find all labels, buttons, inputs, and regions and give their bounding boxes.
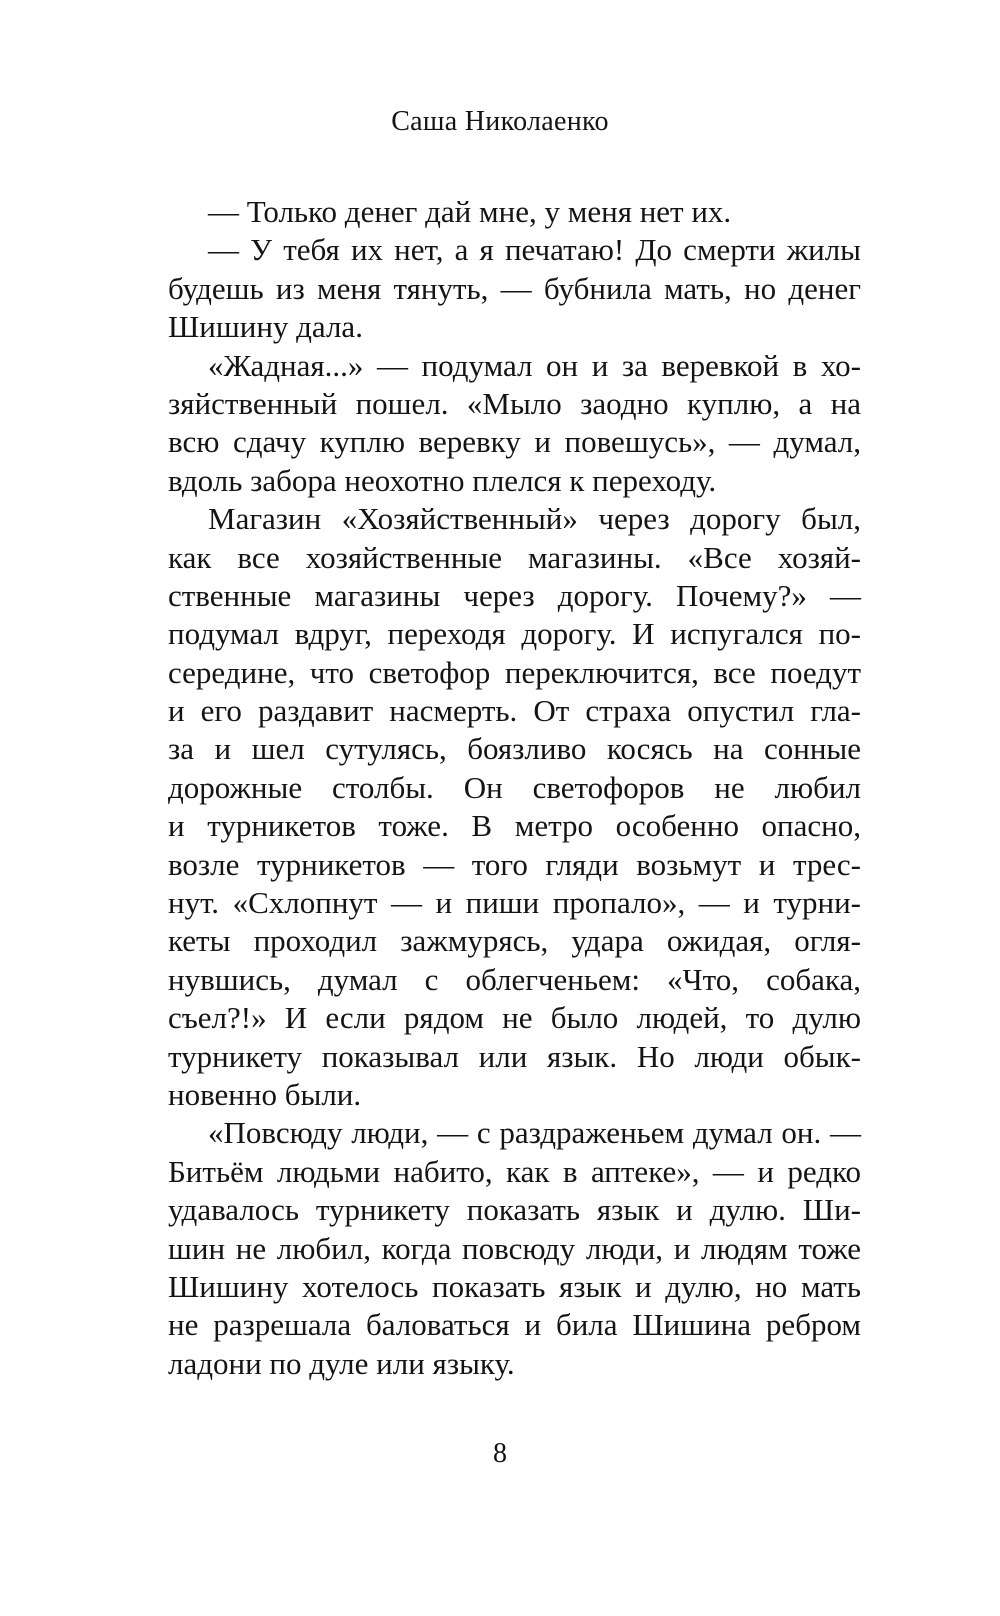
text-line: нут. «Схлопнут — и пиши пропало», — и турни- [168, 885, 861, 921]
text-line: Шишину хотелось показать язык и дулю, но мать [168, 1268, 861, 1304]
text-line: за и шел сутулясь, боязливо косясь на сонные [168, 731, 861, 767]
text-line: Битьём людьми набито, как в аптеке», — и редко [168, 1153, 861, 1189]
paragraph [168, 347, 861, 501]
paragraph [168, 500, 861, 1114]
text-line: Шишину дала. [168, 309, 363, 345]
paragraph [168, 231, 861, 346]
text-line: и его раздавит насмерть. От страха опустил гла- [168, 693, 861, 729]
paragraph [168, 193, 861, 231]
page-number: 8 [493, 1438, 507, 1469]
text-line: Магазин «Хозяйственный» через дорогу был, [208, 501, 861, 537]
text-line: как все хозяйственные магазины. «Все хозяй- [168, 539, 861, 575]
text-line: и турникетов тоже. В метро особенно опасно, [168, 808, 861, 844]
text-line: дорожные столбы. Он светофоров не любил [168, 769, 861, 805]
paragraph [168, 1114, 861, 1383]
text-line: не разрешала баловаться и била Шишина ребром [168, 1307, 861, 1343]
text-line: нувшись, думал с облегченьем: «Что, собака, [168, 961, 861, 997]
text-line: всю сдачу куплю веревку и повешусь», — думал, [168, 424, 861, 460]
running-head-author: Саша Николаенко [391, 106, 609, 137]
text-line: середине, что светофор переключится, все поедут [168, 654, 861, 690]
text-line: — Только денег дай мне, у меня нет их. [208, 194, 732, 229]
body-text [168, 193, 861, 1383]
text-line: «Жадная...» — подумал он и за веревкой в хо- [208, 347, 861, 383]
text-line: удавалось турникету показать язык и дулю. Ши- [168, 1192, 861, 1228]
text-line: «Повсюду люди, — с раздраженьем думал он. — [208, 1115, 861, 1151]
text-line: — У тебя их нет, а я печатаю! До смерти жилы [208, 232, 861, 268]
text-line: подумал вдруг, переходя дорогу. И испугался по- [168, 616, 861, 652]
text-line: будешь из меня тянуть, — бубнила мать, но денег [168, 270, 861, 306]
text-line: возле турникетов — того гляди возьмут и трес- [168, 846, 861, 882]
text-line: турникету показывал или язык. Но люди обык- [168, 1038, 861, 1074]
text-line: кеты проходил зажмурясь, удара ожидая, огля- [168, 923, 861, 959]
text-line: зяйственный пошел. «Мыло заодно куплю, а на [168, 385, 861, 421]
text-line: вдоль забора неохотно плелся к переходу. [168, 462, 717, 498]
text-line: шин не любил, когда повсюду люди, и людям тоже [168, 1230, 861, 1266]
text-line: ственные магазины через дорогу. Почему?» — [168, 577, 861, 613]
text-line: ладони по дуле или языку. [168, 1345, 515, 1381]
text-line: съел?!» И если рядом не было людей, то дулю [168, 1000, 861, 1036]
text-line: новенно были. [168, 1076, 362, 1112]
